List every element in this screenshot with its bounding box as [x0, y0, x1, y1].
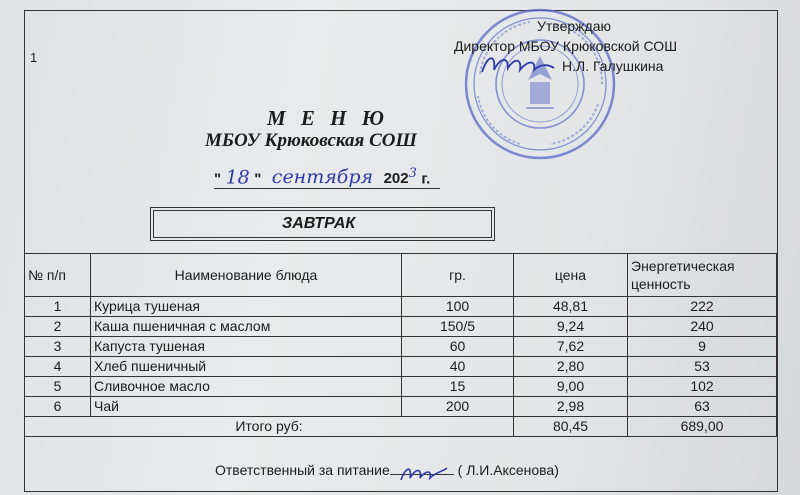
row-number: 5	[25, 377, 91, 397]
table-row	[25, 397, 777, 417]
table-header-row	[25, 254, 777, 297]
menu-table	[24, 253, 777, 437]
row-number: 3	[25, 337, 91, 357]
responsible-label: Ответственный за питание	[215, 462, 390, 478]
table-row	[25, 337, 777, 357]
header-number: № п/п	[25, 254, 91, 297]
approval-position: Директор МБОУ Крюковской СОШ	[454, 38, 678, 54]
row-price: 2,80	[514, 357, 628, 377]
row-dish-name: Сливочное масло	[91, 377, 402, 397]
row-dish-name: Каша пшеничная с маслом	[91, 317, 402, 337]
table-row	[25, 297, 777, 317]
table-row	[25, 357, 777, 377]
date-year-digit: 3	[408, 166, 417, 181]
date-year-prefix: 202	[383, 170, 409, 188]
total-energy: 689,00	[628, 417, 777, 437]
responsible-signature-icon	[398, 462, 450, 486]
date-month: сентября	[271, 166, 374, 189]
date-year-suffix: г.	[421, 170, 431, 188]
row-energy: 53	[628, 357, 777, 377]
header-energy: Энергетическая ценность	[628, 254, 777, 297]
row-price: 9,24	[514, 317, 628, 337]
row-price: 2,98	[514, 397, 628, 417]
row-number: 1	[25, 297, 91, 317]
row-grams: 40	[402, 357, 514, 377]
page-title: М Е Н Ю	[267, 106, 389, 130]
row-grams: 200	[402, 397, 514, 417]
table-row	[25, 317, 777, 337]
row-price: 48,81	[514, 297, 628, 317]
date-line	[214, 166, 430, 188]
row-grams: 60	[402, 337, 514, 357]
row-grams: 15	[402, 377, 514, 397]
header-price: цена	[514, 254, 628, 297]
meal-heading: ЗАВТРАК	[282, 215, 356, 232]
row-number: 2	[25, 317, 91, 337]
responsible-signature-slot	[390, 474, 454, 475]
row-grams: 150/5	[402, 317, 514, 337]
date-close-quote: "	[254, 170, 262, 188]
meal-heading-box	[153, 210, 492, 238]
row-price: 9,00	[514, 377, 628, 397]
total-row	[25, 417, 777, 437]
date-open-quote: "	[214, 170, 222, 188]
header-grams: гр.	[402, 254, 514, 297]
row-number: 4	[25, 357, 91, 377]
date-day: 18	[225, 166, 250, 189]
row-dish-name: Хлеб пшеничный	[91, 357, 402, 377]
table-row	[25, 377, 777, 397]
row-energy: 9	[628, 337, 777, 357]
date-underline	[214, 188, 440, 189]
page-number: 1	[30, 50, 38, 65]
responsible-name: ( Л.И.Аксенова)	[457, 462, 559, 478]
total-label: Итого руб:	[25, 417, 514, 437]
row-energy: 222	[628, 297, 777, 317]
responsible-line	[215, 462, 559, 478]
row-energy: 102	[628, 377, 777, 397]
row-energy: 240	[628, 317, 777, 337]
row-grams: 100	[402, 297, 514, 317]
row-price: 7,62	[514, 337, 628, 357]
total-price: 80,45	[514, 417, 628, 437]
row-number: 6	[25, 397, 91, 417]
school-name: МБОУ Крюковская СОШ	[205, 130, 417, 151]
row-dish-name: Чай	[91, 397, 402, 417]
approval-line: Утверждаю	[537, 18, 611, 34]
row-dish-name: Курица тушеная	[91, 297, 402, 317]
header-dish-name: Наименование блюда	[91, 254, 402, 297]
row-energy: 63	[628, 397, 777, 417]
approval-name: Н.Л. Галушкина	[562, 58, 664, 74]
row-dish-name: Капуста тушеная	[91, 337, 402, 357]
